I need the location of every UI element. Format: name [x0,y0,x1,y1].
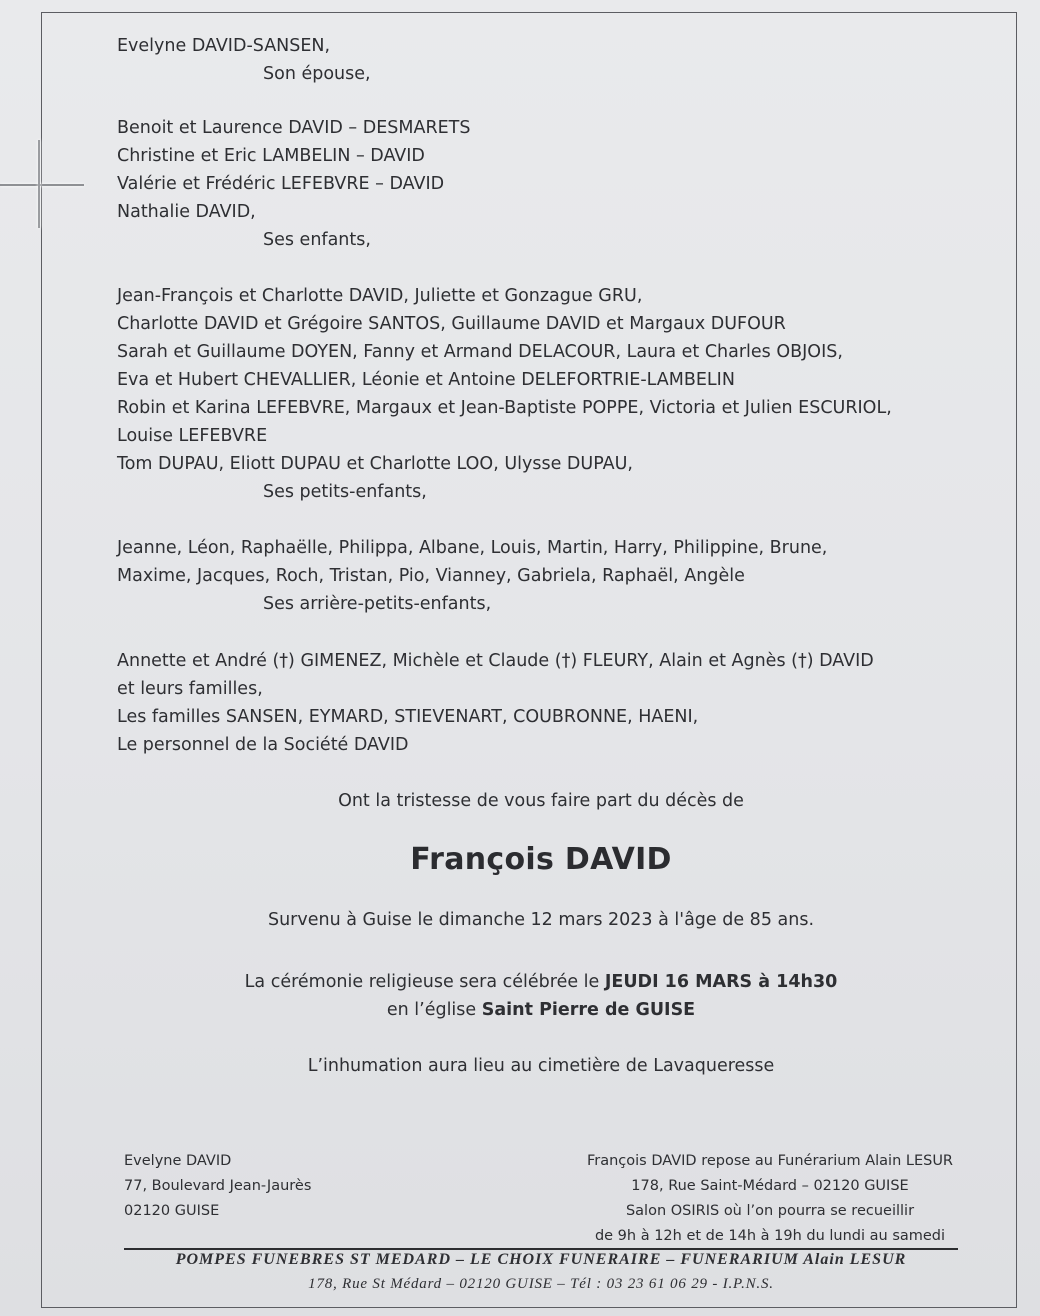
grandchild-line: Charlotte DAVID et Grégoire SANTOS, Guillaume DAVID et Margaux DUFOUR [117,314,786,334]
great-grandchild-line: Jeanne, Léon, Raphaëlle, Philippa, Albane, Louis, Martin, Harry, Philippine, Brune, [117,538,828,558]
great-grandchild-line: Maxime, Jacques, Roch, Tristan, Pio, Vianney, Gabriela, Raphaël, Angèle [117,566,745,586]
contact-right-line: François DAVID repose au Funérarium Alain LESUR [586,1153,954,1169]
contact-right-line: de 9h à 12h et de 14h à 19h du lundi au samedi [594,1228,946,1244]
spouse-role: Son épouse, [263,64,371,84]
burial-info: L’inhumation aura lieu au cimetière de Lavaqueresse [307,1056,775,1076]
footer-company: POMPES FUNEBRES ST MEDARD – LE CHOIX FUNERAIRE – FUNERARIUM Alain LESUR [175,1251,907,1268]
child-line: Benoit et Laurence DAVID – DESMARETS [117,118,471,138]
footer-address: 178, Rue St Médard – 02120 GUISE – Tél : 03 23 61 06 29 - I.P.N.S. [308,1276,774,1292]
spouse-name: Evelyne DAVID-SANSEN, [117,36,331,56]
ceremony-place-prefix: en l’église [386,1000,482,1020]
children-role: Ses enfants, [263,230,371,250]
cross-icon [0,140,90,230]
child-line: Valérie et Frédéric LEFEBVRE – DAVID [117,174,445,194]
ceremony-place: Saint Pierre de GUISE [481,1000,696,1020]
ceremony-line-2 [41,996,1040,1024]
ceremony-date: JEUDI 16 MARS à 14h30 [604,972,838,992]
relative-line: Le personnel de la Société DAVID [117,735,409,755]
ceremony-line-1 [41,968,1040,996]
footer-divider [124,1248,958,1250]
contact-left-line: Evelyne DAVID [124,1153,232,1169]
grandchild-line: Eva et Hubert CHEVALLIER, Léonie et Antoine DELEFORTRIE-LAMBELIN [117,370,735,390]
grandchild-line: Tom DUPAU, Eliott DUPAU et Charlotte LOO, Ulysse DUPAU, [117,454,633,474]
contact-right-line: 178, Rue Saint-Médard – 02120 GUISE [631,1178,909,1194]
relative-line: Les familles SANSEN, EYMARD, STIEVENART, COUBRONNE, HAENI, [117,707,699,727]
contact-left-line: 02120 GUISE [124,1203,220,1219]
child-line: Nathalie DAVID, [117,202,256,222]
announcement: Ont la tristesse de vous faire part du décès de [338,791,744,811]
contact-left-line: 77, Boulevard Jean-Jaurès [124,1178,312,1194]
grandchild-line: Louise LEFEBVRE [117,426,268,446]
relative-line: Annette et André (†) GIMENEZ, Michèle et Claude (†) FLEURY, Alain et Agnès (†) DAVID [117,651,874,671]
grandchild-line: Jean-François et Charlotte DAVID, Juliette et Gonzague GRU, [117,286,643,306]
grandchild-line: Sarah et Guillaume DOYEN, Fanny et Armand DELACOUR, Laura et Charles OBJOIS, [117,342,843,362]
ceremony-prefix: La cérémonie religieuse sera célébrée le [244,972,605,992]
contact-right-line: Salon OSIRIS où l’on pourra se recueillir [625,1203,915,1219]
death-info: Survenu à Guise le dimanche 12 mars 2023 à l'âge de 85 ans. [267,910,815,930]
great-grandchildren-role: Ses arrière-petits-enfants, [263,594,492,614]
relative-line: et leurs familles, [117,679,263,699]
child-line: Christine et Eric LAMBELIN – DAVID [117,146,425,166]
deceased-name: François DAVID [410,842,672,877]
grandchild-line: Robin et Karina LEFEBVRE, Margaux et Jean-Baptiste POPPE, Victoria et Julien ESCURIOL, [117,398,892,418]
grandchildren-role: Ses petits-enfants, [263,482,427,502]
